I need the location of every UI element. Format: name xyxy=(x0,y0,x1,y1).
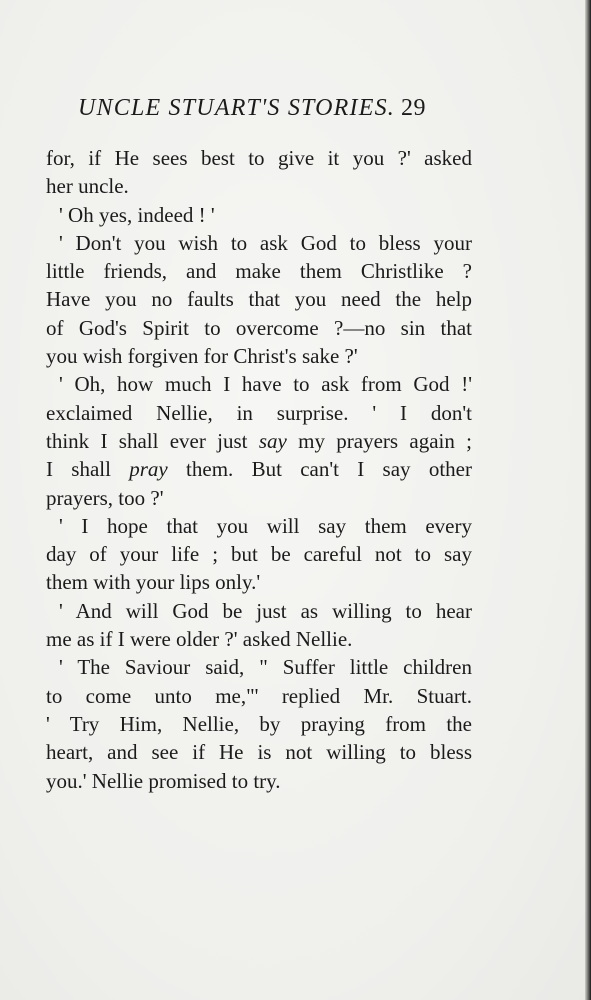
text-segment: ' And will God be just as willing to hear xyxy=(59,598,472,623)
text-segment: day of your life ; but be careful not to say xyxy=(46,542,472,567)
text-line xyxy=(46,653,472,681)
text-segment: exclaimed Nellie, in surprise. ' I don't xyxy=(46,400,472,425)
text-segment: her uncle. xyxy=(46,174,129,199)
text-line xyxy=(46,370,472,398)
text-line xyxy=(46,597,472,625)
text-line xyxy=(46,285,472,313)
text-segment: little friends, and make them Christlike ? xyxy=(46,259,472,284)
text-line xyxy=(46,342,472,370)
text-line xyxy=(46,512,472,540)
text-line xyxy=(46,710,472,738)
text-line xyxy=(46,738,472,766)
text-line xyxy=(46,625,472,653)
text-segment: you wish forgiven for Christ's sake ?' xyxy=(46,344,358,369)
text-line xyxy=(46,172,472,200)
text-segment: my prayers again ; xyxy=(286,428,472,453)
text-segment: to come unto me,"' replied Mr. Stuart. xyxy=(46,683,472,708)
italic-word: pray xyxy=(129,457,168,482)
text-line xyxy=(46,455,472,483)
text-line xyxy=(46,484,472,512)
text-line xyxy=(46,314,472,342)
text-line xyxy=(46,767,472,795)
text-segment: them with your lips only.' xyxy=(46,570,261,595)
text-segment: me as if I were older ?' asked Nellie. xyxy=(46,627,353,652)
text-segment: ' Oh yes, indeed ! ' xyxy=(59,202,215,227)
text-segment: ' The Saviour said, " Suffer little children xyxy=(59,655,472,680)
text-segment: heart, and see if He is not willing to bless xyxy=(46,740,472,765)
text-line xyxy=(46,540,472,568)
text-line xyxy=(46,201,472,229)
text-line xyxy=(46,257,472,285)
text-segment: ' I hope that you will say them every xyxy=(59,513,472,538)
text-segment: you.' Nellie promised to try. xyxy=(46,768,281,793)
text-line xyxy=(46,568,472,596)
text-segment: I shall xyxy=(46,457,130,482)
text-segment: them. But can't I say other xyxy=(167,457,472,482)
running-head-title: UNCLE STUART'S STORIES. xyxy=(78,95,395,121)
text-segment: think I shall ever just xyxy=(46,428,259,453)
text-segment: ' Don't you wish to ask God to bless your xyxy=(59,230,472,255)
text-segment: Have you no faults that you need the help xyxy=(46,287,472,312)
text-segment: ' Try Him, Nellie, by praying from the xyxy=(46,711,472,736)
text-line xyxy=(46,229,472,257)
text-line xyxy=(46,682,472,710)
text-segment: of God's Spirit to overcome ?—no sin that xyxy=(46,315,472,340)
page-number: 29 xyxy=(401,95,426,121)
italic-word: say xyxy=(258,428,287,453)
text-segment: prayers, too ?' xyxy=(46,485,164,510)
running-head xyxy=(78,95,478,129)
body-text xyxy=(46,144,472,795)
text-segment: ' Oh, how much I have to ask from God !' xyxy=(59,372,472,397)
text-segment: for, if He sees best to give it you ?' asked xyxy=(46,146,472,170)
page-edge-shadow xyxy=(585,0,591,1000)
text-line xyxy=(46,399,472,427)
text-line xyxy=(46,427,472,455)
text-line xyxy=(46,144,472,172)
